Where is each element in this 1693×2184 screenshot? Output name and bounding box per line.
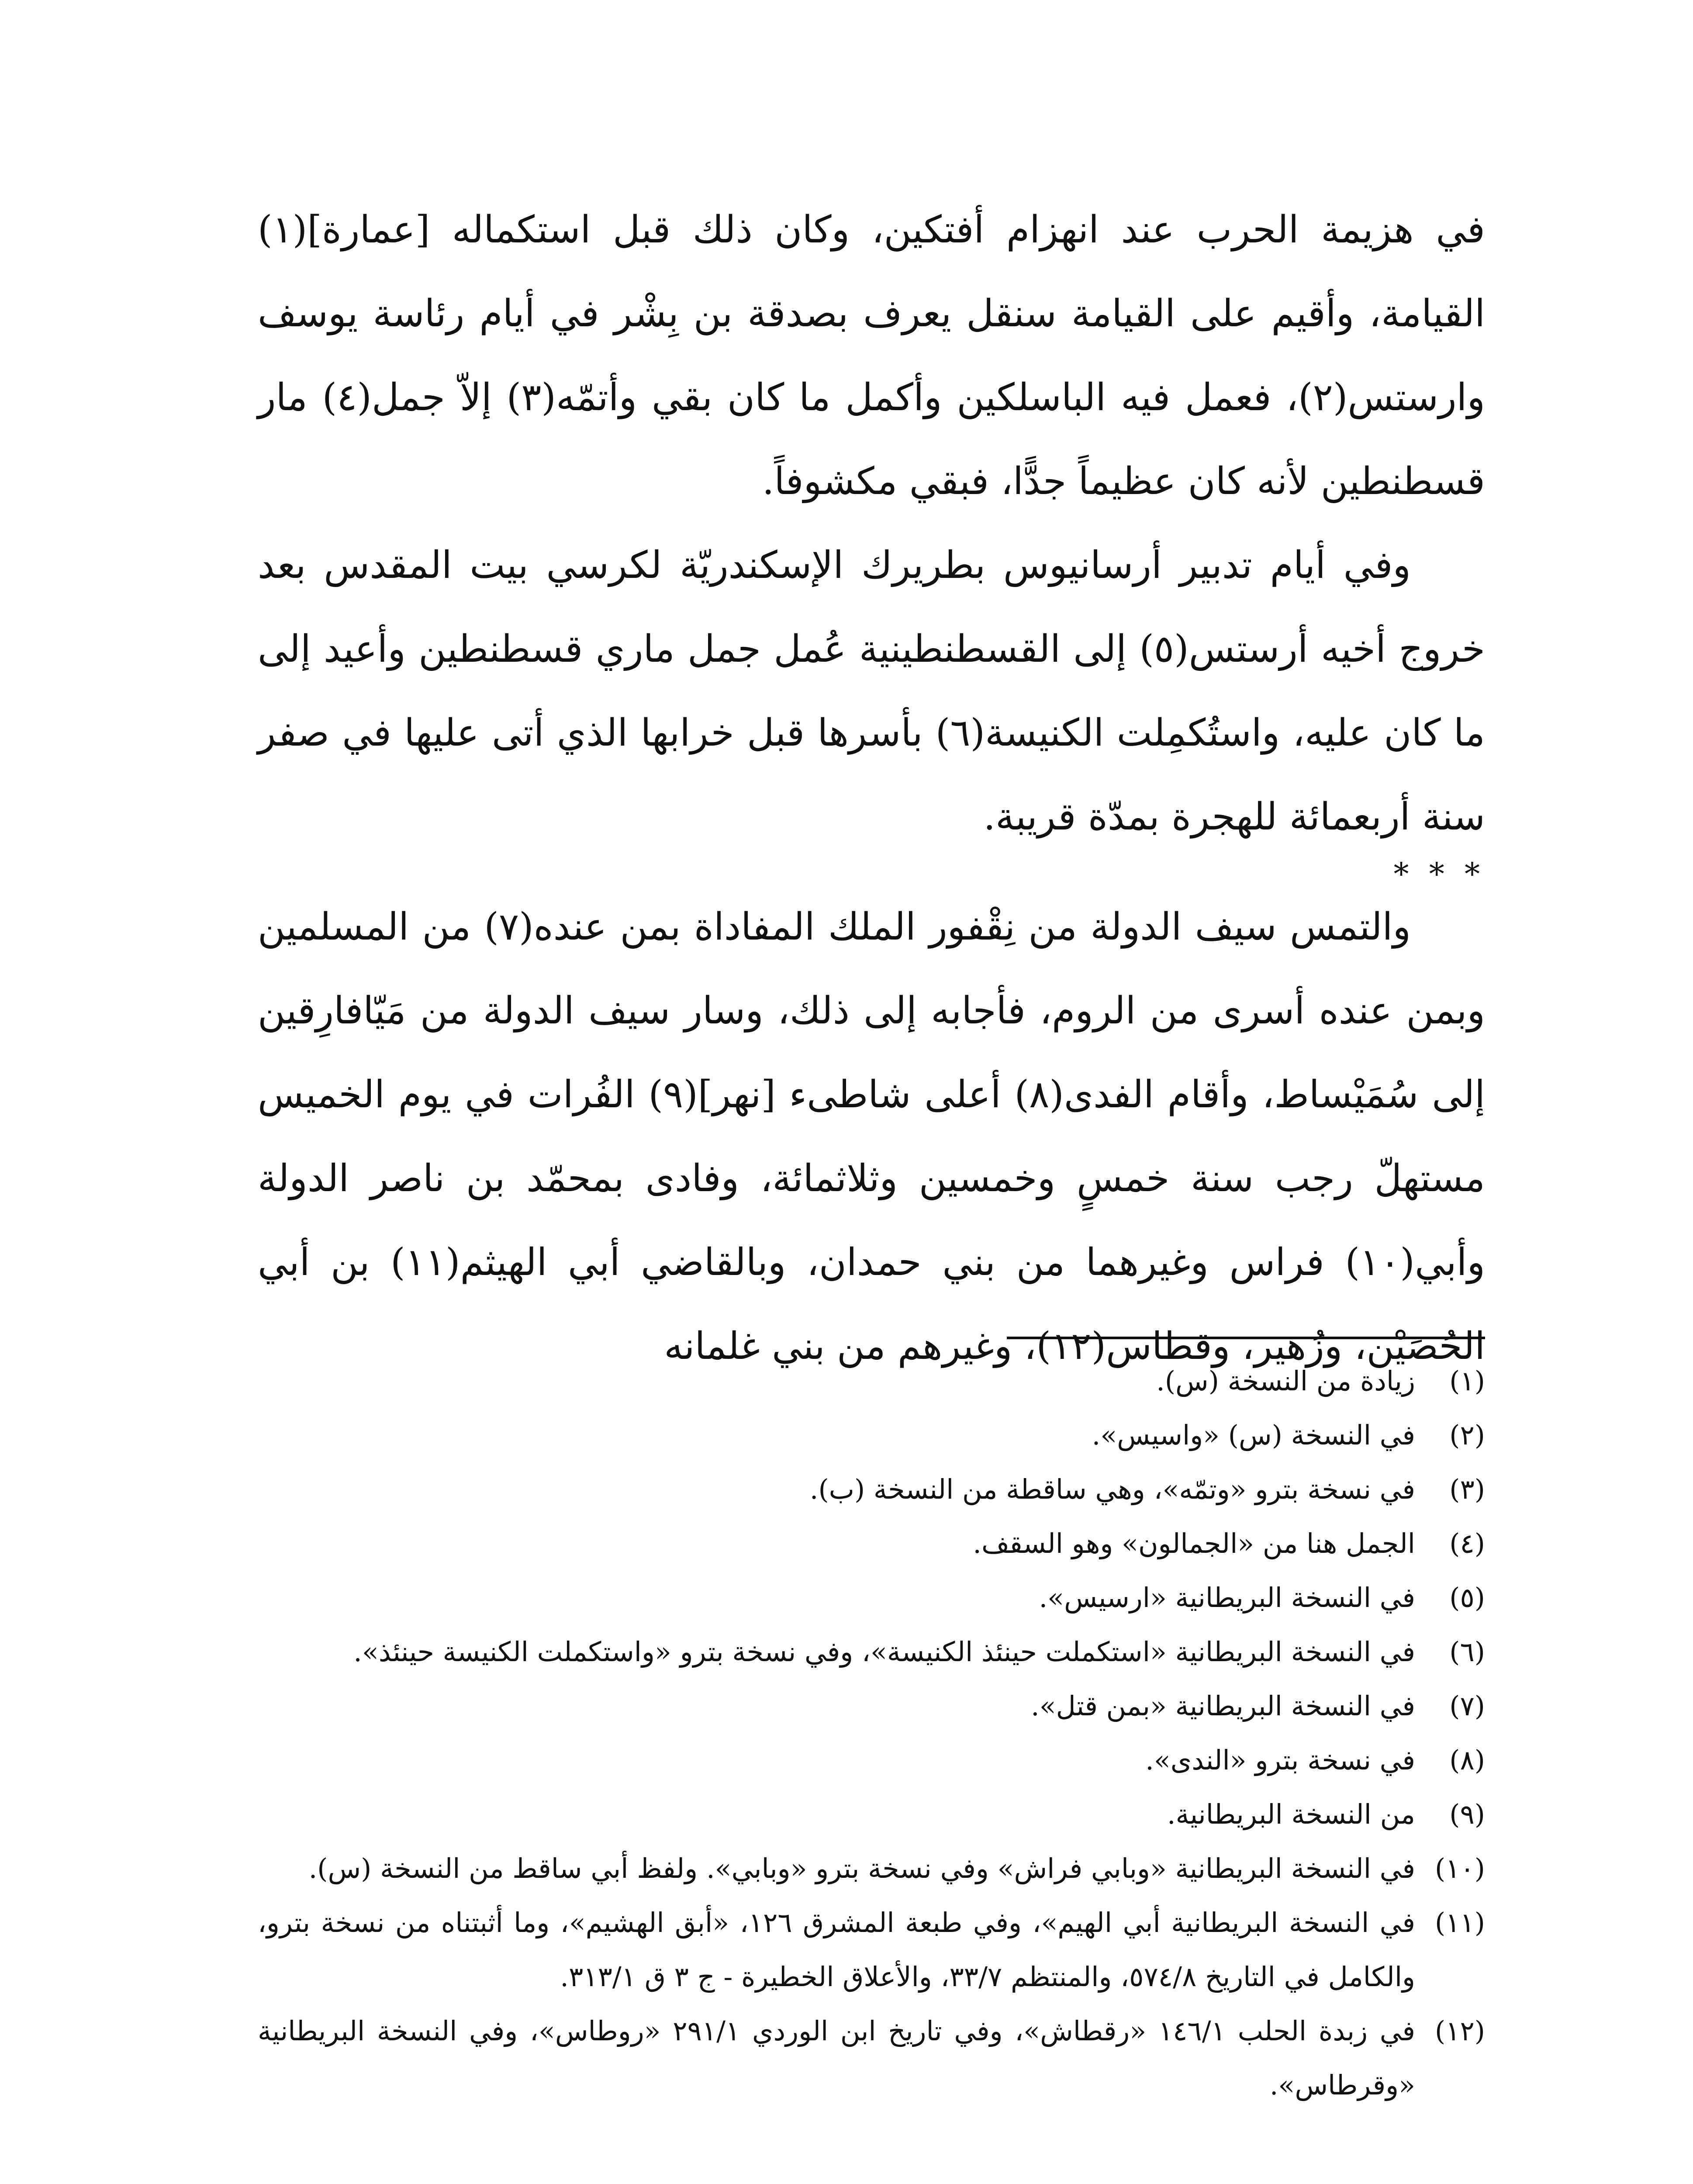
footnote-number: (١٢) [1434,2015,1485,2047]
footnote-number: (١) [1449,1365,1485,1397]
footnote-number: (٤) [1449,1527,1485,1559]
paragraph-2: وفي أيام تدبير أرسانيوس بطريرك الإسكندريّة لكرسي بيت المقدس بعد خروج أخيه أرستس(٥) إلى القسطنطينية عُمل جمل ماري قسطنطين وأعيد إلى ما كان عليه، واستُكمِلت الكنيسة(٦) بأسرها قبل خرابها الذي أتى عليها في صفر سنة أربعمائة للهجرة بمدّة قريبة. [258,543,1485,839]
page-content [258,188,1486,2101]
footnote-11 [258,1896,1485,2004]
footnote-2 [258,1408,1485,1462]
section-separator: * * * [1393,856,1485,892]
footnote-text: في نسخة بترو «الندى». [1145,1744,1415,1776]
paragraph-1: في هزيمة الحرب عند انهزام أفتكين، وكان ذلك قبل استكماله [عمارة](١) القيامة، وأقيم على القيامة سنقل يعرف بصدقة بن بِشْر في أيام رئاسة يوسف وارستس(٢)، فعمل فيه الباسلكين وأكمل ما كان بقي وأتمّه(٣) إلاّ جمل(٤) مار قسطنطين لأنه كان عظيماً جدًّا، فبقي مكشوفاً. [258,208,1485,503]
footnote-number: (٥) [1449,1582,1485,1614]
footnote-number: (٩) [1449,1798,1485,1830]
footnote-number: (٨) [1449,1744,1485,1776]
footnote-text: في زبدة الحلب ١٤٦/١ «رقطاش»، وفي تاريخ ابن الوردي ٢٩١/١ «روطاس»، وفي النسخة البريطانية «وقرطاس». [258,2015,1416,2101]
footnote-text: من النسخة البريطانية. [1167,1798,1415,1830]
footnote-text: في النسخة البريطانية «استكملت حينئذ الكنيسة»، وفي نسخة بترو «واستكملت الكنيسة حينئذ». [353,1636,1415,1668]
footnote-number: (٧) [1449,1690,1485,1722]
footnote-9 [258,1787,1485,1842]
footnotes [258,1354,1485,2112]
footnote-text: في النسخة (س) «واسيس». [1092,1419,1415,1451]
footnote-1 [258,1354,1485,1408]
footnote-number: (١١) [1434,1907,1485,1939]
footnote-3 [258,1462,1485,1517]
footnote-divider [1007,1337,1485,1339]
footnote-text: زيادة من النسخة (س). [1156,1365,1415,1397]
footnote-text: في نسخة بترو «وتمّه»، وهي ساقطة من النسخة (ب). [809,1473,1415,1505]
footnote-number: (١٠) [1434,1852,1485,1884]
footnote-text: في النسخة البريطانية «ارسيس». [1039,1582,1415,1614]
footnote-number: (٢) [1449,1419,1485,1451]
footnote-number: (٣) [1449,1473,1485,1505]
footnote-10 [258,1842,1485,1896]
footnote-6 [258,1625,1485,1679]
footnote-text: في النسخة البريطانية أبي الهيم»، وفي طبعة المشرق ١٢٦، «أبق الهشيم»، وما أثبتناه من نسخة بترو، والكامل في التاريخ ٥٧٤/٨، والمنتظم ٣٣/٧، والأعلاق الخطيرة - ج ٣ ق ٣١٣/١. [258,1907,1416,1993]
main-text [258,188,1485,1388]
footnote-7 [258,1679,1485,1733]
footnote-8 [258,1733,1485,1787]
footnote-5 [258,1571,1485,1625]
footnote-text: في النسخة البريطانية «وبابي فراش» وفي نسخة بترو «وبابي». ولفظ أبي ساقط من النسخة (س). [308,1852,1415,1884]
footnote-text: الجمل هنا من «الجمالون» وهو السقف. [973,1527,1415,1559]
paragraph-3: والتمس سيف الدولة من نِقْفور الملك المفاداة بمن عنده(٧) من المسلمين وبمن عنده أسرى من الروم، فأجابه إلى ذلك، وسار سيف الدولة من مَيّافارِقين إلى سُمَيْساط، وأقام الفدى(٨) أعلى شاطىء [نهر](٩) الفُرات في يوم الخميس مستهلّ رجب سنة خمسٍ وخمسين وثلاثمائة، وفادى بمحمّد بن ناصر الدولة وأبي(١٠) فراس وغيرهما من بني حمدان، وبالقاضي أبي الهيثم(١١) بن أبي الحُصَيْن، وزُهير، وقطاس(١٢)، وغيرهم من بني غلمانه [258,905,1486,1368]
footnote-text: في النسخة البريطانية «بمن قتل». [1031,1690,1415,1722]
footnote-4 [258,1517,1485,1571]
footnote-number: (٦) [1449,1636,1485,1668]
footnote-12 [258,2004,1485,2112]
